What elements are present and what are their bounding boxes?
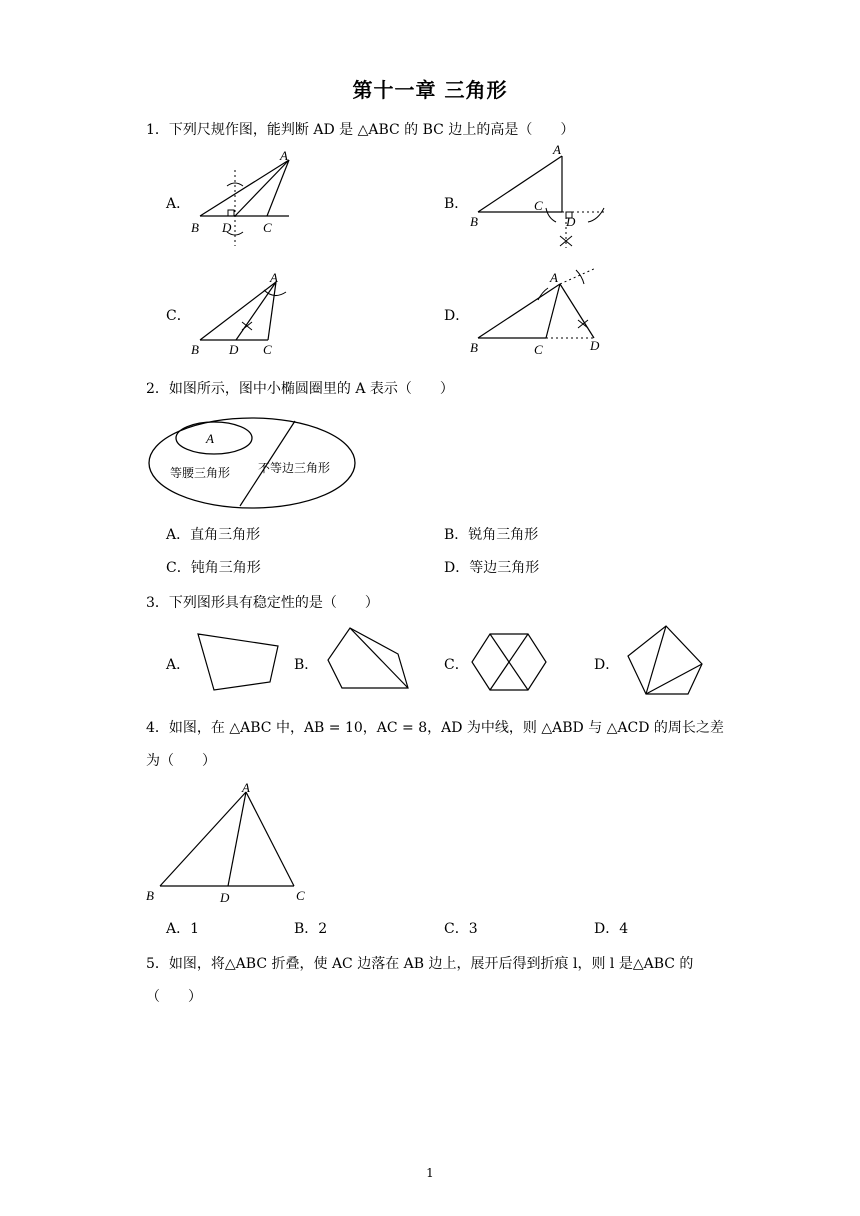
q3-option-b-label: B． — [294, 657, 319, 673]
q1c-label-d: D — [229, 342, 239, 357]
q1-figure-d — [464, 264, 612, 360]
page-title: 第十一章 三角形 — [352, 78, 508, 102]
q1d-arc-a — [538, 288, 548, 300]
q2-inner-ellipse — [176, 422, 252, 454]
q4-label-d: D — [220, 890, 230, 905]
q1b-arc-right — [588, 208, 604, 222]
q2-option-c: C．钝角三角形 — [166, 560, 261, 576]
q1-figure-a — [186, 148, 306, 248]
q1a-label-a: A — [280, 148, 288, 163]
question-4-text-line2: 为（ ） — [146, 753, 216, 769]
q1-figure-b — [464, 140, 612, 252]
q1d-label-d: D — [590, 338, 600, 353]
q4-option-d: D．4 — [594, 921, 629, 937]
question-5-text-line2: （ ） — [146, 989, 202, 1005]
q1d-extension-ca — [560, 268, 596, 284]
q4-side-ab — [160, 792, 246, 886]
q1c-label-a: A — [270, 270, 278, 285]
page-number: 1 — [426, 1166, 434, 1180]
q2-option-b: B．锐角三角形 — [444, 527, 539, 543]
q1d-segment-ad — [560, 284, 594, 338]
q4-label-c: C — [296, 888, 305, 903]
q4-median-ad — [228, 792, 246, 886]
q1-option-b-label: B． — [444, 196, 469, 212]
q1b-label-a: A — [553, 142, 561, 157]
question-5-text-line1: 5．如图，将△ABC 折叠，使 AC 边落在 AB 边上，展开后得到折痕 l，则 l 是△ABC 的 — [146, 956, 694, 972]
question-4-text-line1: 4．如图，在 △ABC 中，AB = 10，AC = 8，AD 为中线，则 △ABD 与 △ACD 的周长之差 — [146, 720, 724, 736]
q1b-side-ba — [478, 156, 562, 212]
q2-inner-label: A — [206, 431, 214, 446]
q2-option-a: A．直角三角形 — [166, 527, 261, 543]
q1a-label-b: B — [191, 220, 199, 235]
q3-figure-c-hexagon — [470, 630, 550, 694]
q1-option-c-label: C． — [166, 308, 191, 324]
q1b-label-b: B — [470, 214, 478, 229]
q1c-side-ca — [268, 282, 276, 340]
q1b-label-d: D — [566, 214, 576, 229]
q4-option-a: A．1 — [166, 921, 200, 937]
q4-option-b: B．2 — [294, 921, 328, 937]
q1d-arc-top — [576, 270, 584, 284]
q1c-label-b: B — [191, 342, 199, 357]
q3-option-c-label: C． — [444, 657, 469, 673]
q3-figure-b-pentagon-diagonal — [322, 624, 412, 694]
question-3-text: 3．下列图形具有稳定性的是（ ） — [146, 595, 379, 611]
q1c-segment-ad — [236, 282, 276, 340]
q4-triangle-figure — [140, 778, 320, 906]
q1-option-a-label: A． — [166, 196, 191, 212]
q1b-arc-left — [546, 208, 556, 222]
q4-option-c: C．3 — [444, 921, 478, 937]
q1a-label-c: C — [263, 220, 272, 235]
q1d-label-b: B — [470, 340, 478, 355]
q1a-label-d: D — [222, 220, 232, 235]
q2-right-label: 不等边三角形 — [258, 461, 331, 475]
q3-figure-a-quadrilateral — [190, 626, 286, 696]
q3-option-d-label: D． — [594, 657, 620, 673]
q2-left-label: 等腰三角形 — [170, 466, 231, 480]
q4-label-a: A — [242, 780, 250, 795]
q1a-right-angle-mark — [228, 210, 234, 216]
q1-option-d-label: D． — [444, 308, 470, 324]
q1b-label-c: C — [534, 198, 543, 213]
q2-venn-diagram — [146, 405, 362, 511]
q1d-label-a: A — [550, 270, 558, 285]
q4-side-ac — [246, 792, 294, 886]
q3-option-a-label: A． — [166, 657, 191, 673]
q1c-label-c: C — [263, 342, 272, 357]
q4-label-b: B — [146, 888, 154, 903]
question-1-text: 1．下列尺规作图，能判断 AD 是 △ABC 的 BC 边上的高是（ ） — [146, 122, 575, 138]
q1a-side-ca — [267, 160, 289, 216]
q1a-segment-ad — [235, 160, 289, 216]
q1d-label-c: C — [534, 342, 543, 357]
question-2-text: 2．如图所示，图中小椭圆圈里的 A 表示（ ） — [146, 381, 454, 397]
q3-figure-d-pentagon-triangulated — [622, 622, 706, 698]
q2-option-d: D．等边三角形 — [444, 560, 540, 576]
q1a-side-ba — [200, 160, 289, 216]
q1-figure-c — [186, 268, 296, 360]
